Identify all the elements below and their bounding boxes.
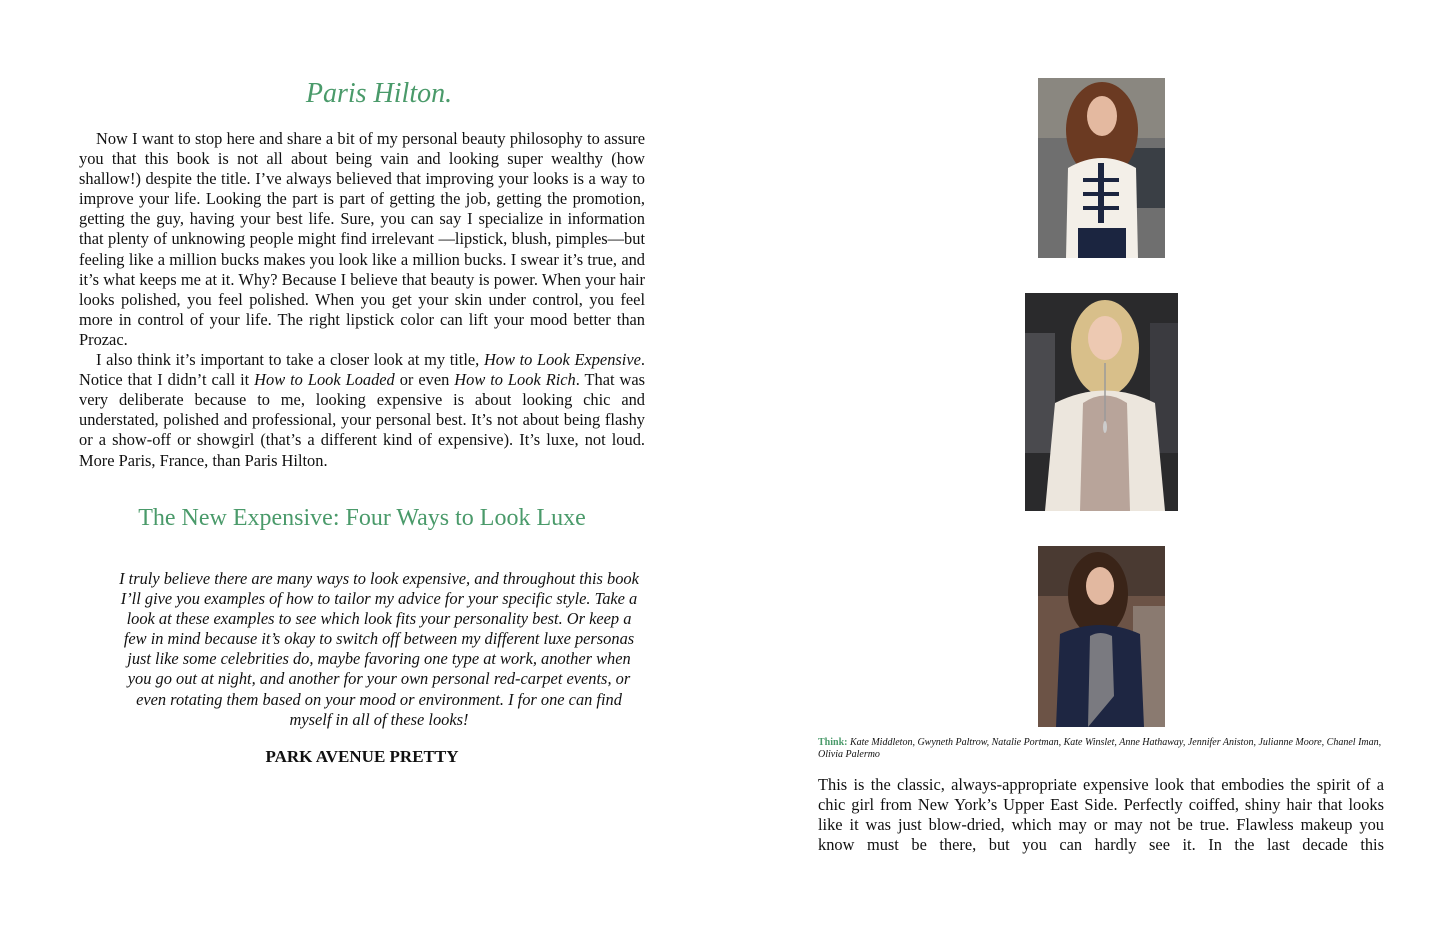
paragraph-text: or even (394, 370, 455, 390)
paragraph-text: I also think it’s important to take a closer look at my title, (96, 350, 484, 370)
caption-label: Think: (818, 737, 848, 748)
photo-illustration (1038, 546, 1165, 727)
right-body-text: This is the classic, always-appropriate expensive look that embodies the spirit of a chic girl from New York’s Upper East Side. Perfectly coiffed, shiny hair that looks like it was just blow-dried, which may or may not be true. Flawless makeup you know must be there, but you can hardly see it. In the last decade this (818, 775, 1384, 855)
right-page (818, 0, 1384, 932)
paragraph-title-explanation (79, 350, 645, 471)
paragraph-text: . Notice that I didn’t call it (79, 350, 645, 390)
left-page (79, 0, 645, 932)
celebrity-photo-2 (1025, 293, 1178, 511)
chapter-title: Paris Hilton. (305, 78, 453, 109)
celebrity-photo-3 (1038, 546, 1165, 727)
paragraph-text: . That was very deliberate because to me, looking expensive is about looking chic and understated, polished and professional, your personal best. It’s not about being flashy or a show-off or showgirl (that’s a different kind of expensive). It’s luxe, not loud. More Paris, France, than Paris Hilton. (79, 370, 646, 470)
alt-title-loaded: How to Look Loaded (254, 370, 395, 390)
photo-caption (818, 737, 1384, 761)
book-title-italic: How to Look Expensive (483, 350, 641, 370)
celebrity-photo-1 (1038, 78, 1165, 258)
intro-quote: I truly believe there are many ways to look expensive, and throughout this book I’ll give you examples of how to tailor my advice for your specific style. Take a look at these examples to see which look fits your personality best. Or keep a few in mind because it’s okay to switch off between my different luxe personas just like some celebrities do, maybe favoring one type at work, another when you go out at night, and another for your own personal red-carpet events, or even rotating them based on your mood or environment. I for one can find myself in all of these looks! (119, 569, 639, 729)
caption-names: Kate Middleton, Gwyneth Paltrow, Natalie Portman, Kate Winslet, Anne Hathaway, Jennifer Aniston, Julianne Moore, Chanel Iman, Olivia Palermo (818, 737, 1382, 760)
photo-illustration (1025, 293, 1178, 511)
alt-title-rich: How to Look Rich (454, 370, 576, 390)
paragraph-beauty-philosophy: Now I want to stop here and share a bit of my personal beauty philosophy to assure you that this book is not all about being vain and looking super wealthy (how shallow!) despite the title. I’ve always believed that improving your looks is a way to improve your life. Looking the part is part of getting the job, getting the promotion, getting the guy, having your best life. Sure, you can say I specialize in information that plenty of unknowing people might find irrelevant —lipstick, blush, pimples—but feeling like a million bucks makes you look like a million bucks. I swear it’s true, and it’s what keeps me at it. Why? Because I believe that beauty is power. When your hair looks polished, you feel polished. When you get your skin under control, you feel more in control of your life. The right lipstick color can lift your mood better than Prozac. (79, 129, 645, 349)
sub-heading-park-avenue: PARK AVENUE PRETTY (265, 747, 459, 766)
photo-illustration (1038, 78, 1165, 258)
left-body-text (79, 129, 645, 471)
section-heading: The New Expensive: Four Ways to Look Luxe (138, 505, 586, 531)
